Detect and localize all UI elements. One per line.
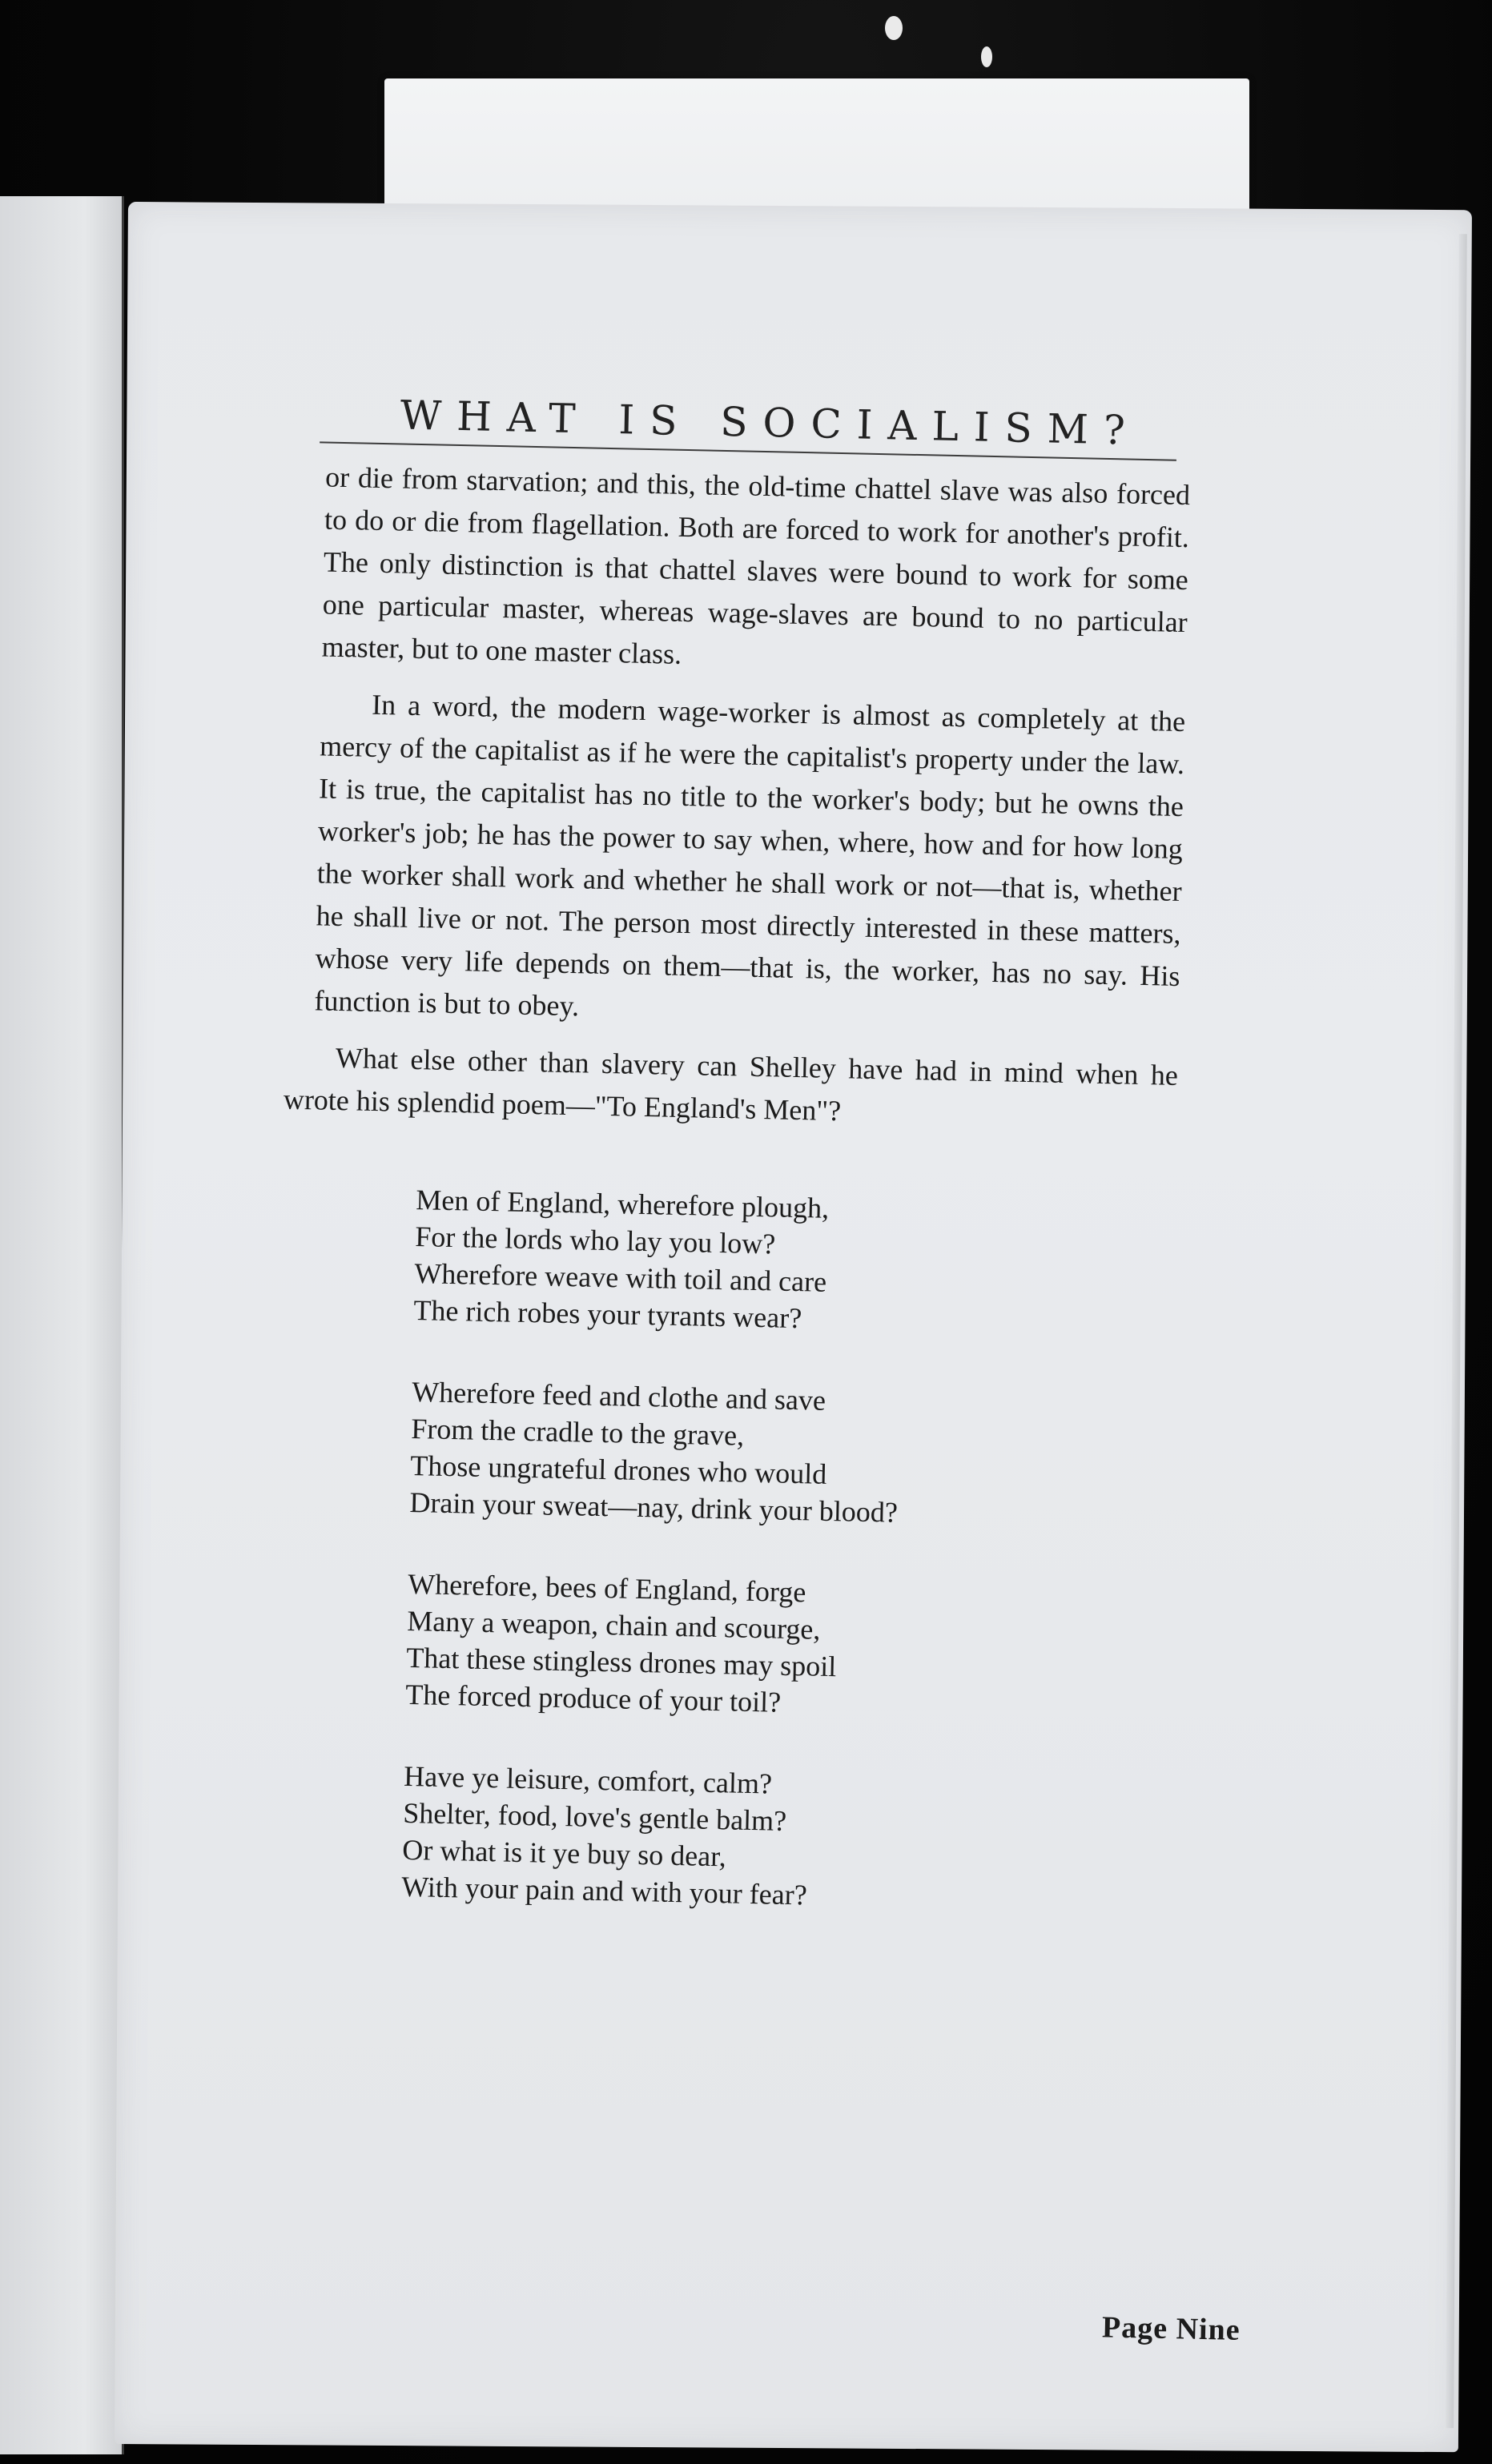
paragraph: What else other than slavery can Shelley have had in mind when he wrote his splendid poem—"To England's Men"? [283,1041,1179,1127]
poem-line: Men of England, wherefore plough, [415,1184,830,1224]
poem-line: That these stingless drones may spoil [405,1641,837,1683]
poem-stanza [413,1181,1296,1347]
poem-stanza [401,1758,1284,1923]
poem [401,1181,1296,1923]
poem-line: Many a weapon, chain and scourge, [406,1604,821,1646]
dust-speck [885,16,903,40]
poem-line: Drain your sweat—nay, drink your blood? [409,1485,899,1529]
page-number: Page Nine [1101,2310,1241,2347]
document-page [115,202,1472,2452]
dust-speck [981,46,992,67]
facing-page-edge [0,196,124,2454]
poem-line: The rich robes your tyrants wear? [413,1294,802,1335]
poem-line: From the cradle to the grave, [410,1413,745,1452]
page-content [283,388,1313,2347]
poem-line: The forced produce of your toil? [405,1678,782,1718]
header-title: WHAT IS SOCIALISM? [400,392,1141,454]
poem-line: Wherefore weave with toil and care [414,1257,827,1298]
poem-stanza [409,1373,1292,1539]
poem-line: Have ye leisure, comfort, calm? [403,1759,773,1800]
poem-line: Those ungrateful drones who would [409,1449,827,1490]
poem-line: Wherefore feed and clothe and save [411,1376,826,1417]
poem-line: With your pain and with your fear? [400,1870,808,1911]
paragraph: or die from starvation; and this, the old-time chattel slave was also forced to do or die from flagellation. Both are forced to work for another's profit. The only distinction is that chattel slaves were bound to work for some one particular master, whereas wage-slaves are bound to no particular master, but to one master class. [321,460,1191,670]
poem-stanza [405,1566,1288,1731]
poem-line: For the lords who lay you low? [414,1220,776,1260]
paragraph: In a word, the modern wage-worker is almost as completely at the mercy of the capitalist as if he were the capitalist's property under the law. It is true, the capitalist has no title to the worker's body; but he owns the worker's job; he has the power to say when, where, how and for how long the worker shall work and whether he shall work or not—that is, whether he shall live or not. The person most directly interested in these matters, whose very life depends on them—that is, the worker, has no say. His function is but to obey. [314,688,1186,1023]
poem-line: Shelter, food, love's gentle balm? [402,1796,787,1837]
body-text [283,456,1191,1140]
running-header [320,387,1177,460]
poem-line: Wherefore, bees of England, forge [407,1567,806,1609]
poem-line: Or what is it ye buy so dear, [401,1833,727,1873]
